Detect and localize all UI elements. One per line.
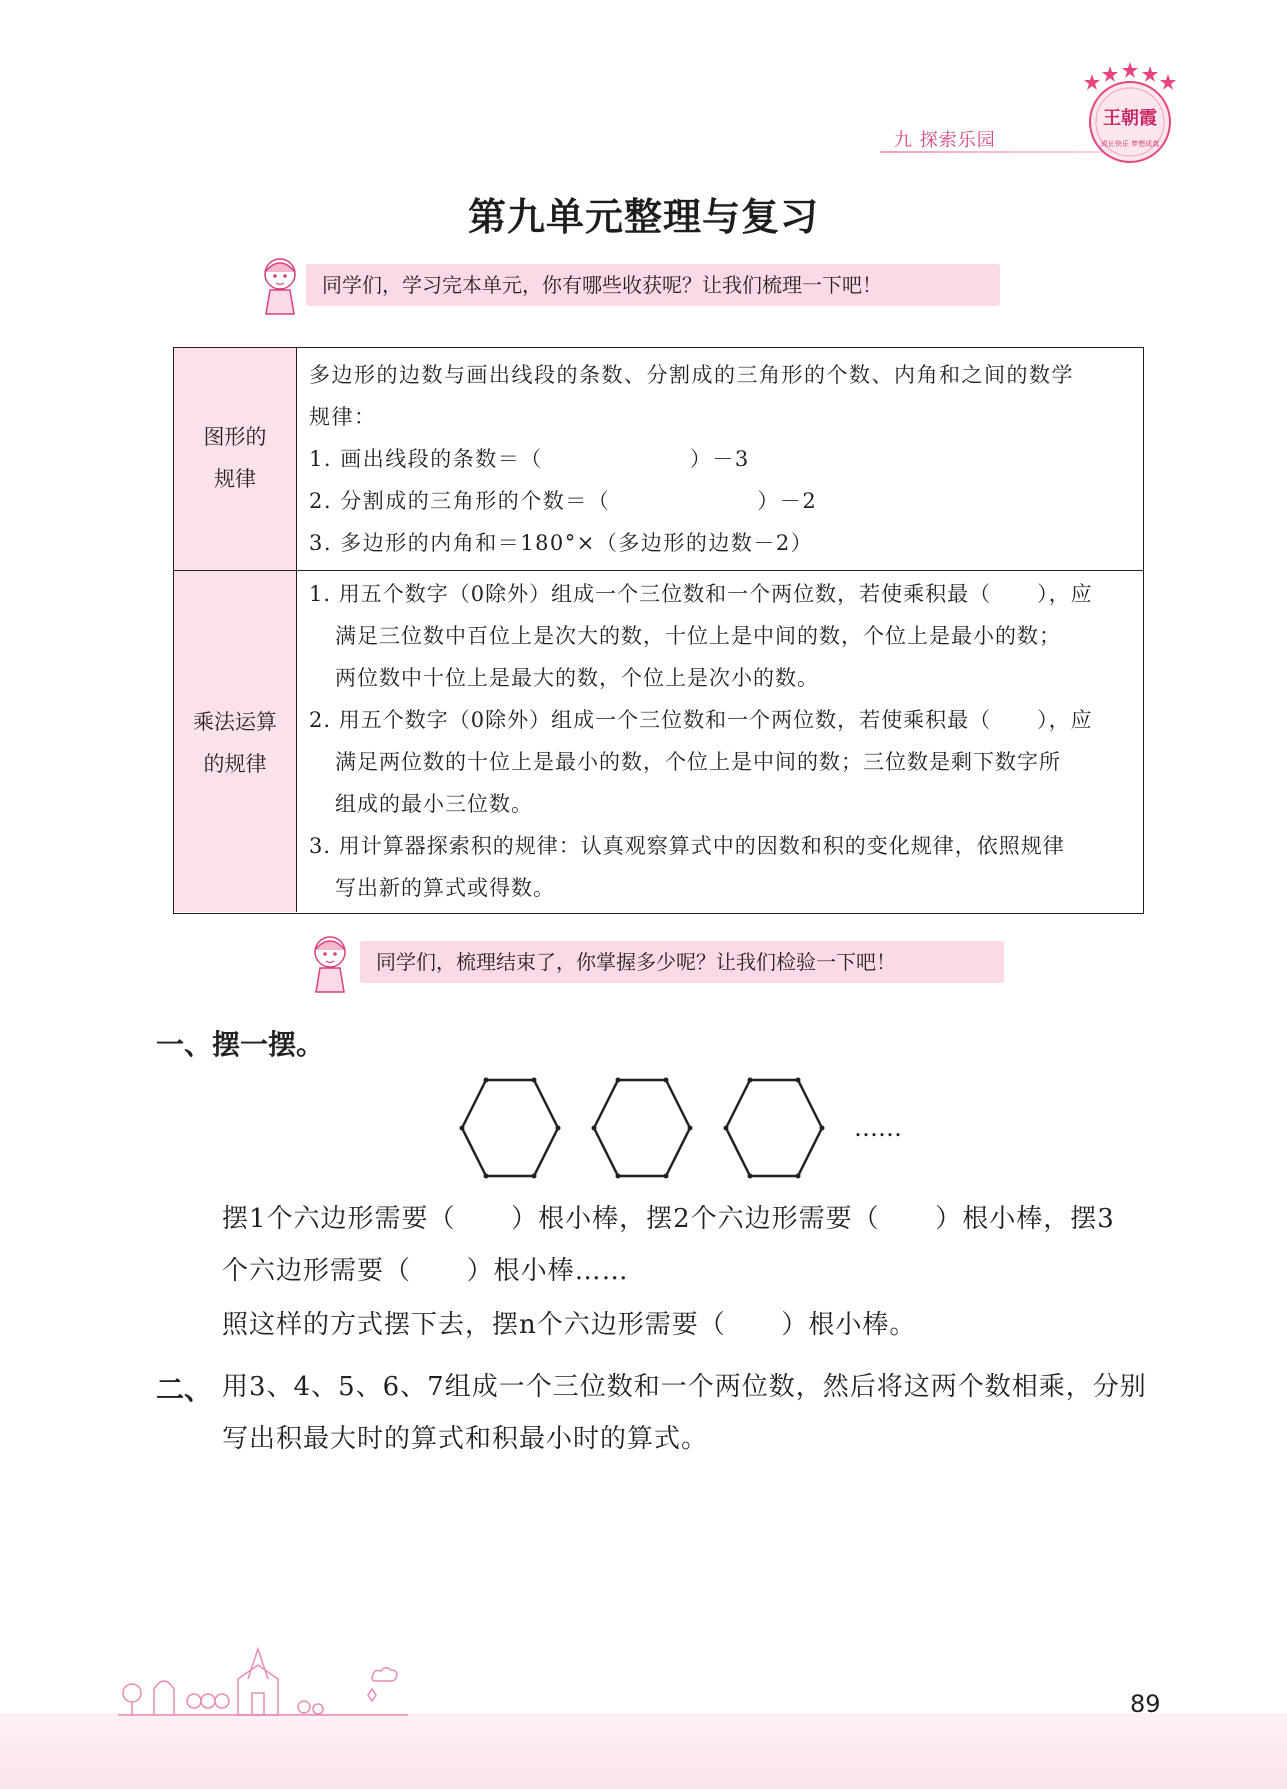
summary-table (173, 347, 1144, 914)
footer-band (0, 1713, 1287, 1789)
category-label-line: 图形的 (203, 425, 267, 449)
summary-row-shape-pattern (174, 348, 1143, 571)
mascot-girl-icon (306, 930, 356, 996)
hexagon-2 (594, 1080, 690, 1176)
hexagon-ellipsis: …… (854, 1114, 902, 1142)
mascot-girl-icon (256, 252, 306, 318)
content-line: 3. 多边形的内角和＝180°×（多边形的边数－2） (309, 531, 814, 555)
content-line: 两位数中十位上是最大的数，个位上是次小的数。 (335, 666, 819, 690)
question-1-line: 摆1个六边形需要（ ）根小棒，摆2个六边形需要（ ）根小棒，摆3 (222, 1204, 1115, 1234)
badge-text: 王朝霞 (1103, 108, 1157, 129)
tip-banner-check: 同学们，梳理结束了，你掌握多少呢？让我们检验一下吧！ (360, 941, 1004, 983)
tip-banner-review: 同学们，学习完本单元，你有哪些收获呢？让我们梳理一下吧！ (306, 264, 1000, 306)
category-cell (174, 348, 297, 570)
hexagon-3 (726, 1080, 822, 1176)
content-line: 2. 用五个数字（0除外）组成一个三位数和一个两位数，若使乘积最（ ），应 (309, 708, 1093, 732)
category-label-line: 的规律 (203, 752, 267, 776)
content-line: 1. 用五个数字（0除外）组成一个三位数和一个两位数，若使乘积最（ ），应 (309, 582, 1093, 606)
question-2-number: 二、 (156, 1373, 213, 1406)
content-line: 1. 画出线段的条数＝（ ）－3 (309, 447, 750, 471)
category-label-line: 乘法运算 (193, 710, 277, 734)
question-2-line: 写出积最大时的算式和积最小时的算式。 (222, 1424, 709, 1454)
hexagon-1 (462, 1080, 558, 1176)
question-2-line: 用3、4、5、6、7组成一个三位数和一个两位数，然后将这两个数相乘，分别 (222, 1372, 1147, 1402)
content-line: 满足三位数中百位上是次大的数，十位上是中间的数，个位上是最小的数； (335, 624, 1061, 648)
content-line: 满足两位数的十位上是最小的数，个位上是中间的数；三位数是剩下数字所 (335, 750, 1061, 774)
content-cell (297, 348, 1143, 570)
category-label-line: 规律 (214, 467, 256, 491)
content-line: 多边形的边数与画出线段的条数、分割成的三角形的个数、内角和之间的数学 (309, 363, 1074, 387)
content-line: 3. 用计算器探索积的规律：认真观察算式中的因数和积的变化规律，依照规律 (309, 834, 1065, 858)
content-cell (297, 571, 1143, 912)
question-1-heading: 一、摆一摆。 (156, 1028, 325, 1061)
content-line: 组成的最小三位数。 (335, 792, 533, 816)
content-line: 2. 分割成的三角形的个数＝（ ）－2 (309, 489, 818, 513)
content-line: 写出新的算式或得数。 (335, 876, 555, 900)
page-title: 第九单元整理与复习 (467, 195, 819, 239)
castle-town-decoration-icon (118, 1645, 408, 1717)
content-line: 规律： (309, 405, 377, 429)
question-1-line: 照这样的方式摆下去，摆n个六边形需要（ ）根小棒。 (222, 1310, 917, 1340)
page-number: 89 (1130, 1690, 1161, 1718)
summary-row-multiplication-pattern (174, 571, 1143, 912)
hexagon-sticks-figure (450, 1070, 970, 1190)
unit-label: 九 探索乐园 (894, 130, 996, 151)
question-1-line: 个六边形需要（ ）根小棒…… (222, 1256, 629, 1286)
category-cell (174, 571, 297, 912)
brand-badge-icon (1070, 60, 1190, 170)
cloud-icon (370, 1665, 400, 1685)
badge-motto: 成长快乐 梦想成真 (1100, 140, 1160, 148)
